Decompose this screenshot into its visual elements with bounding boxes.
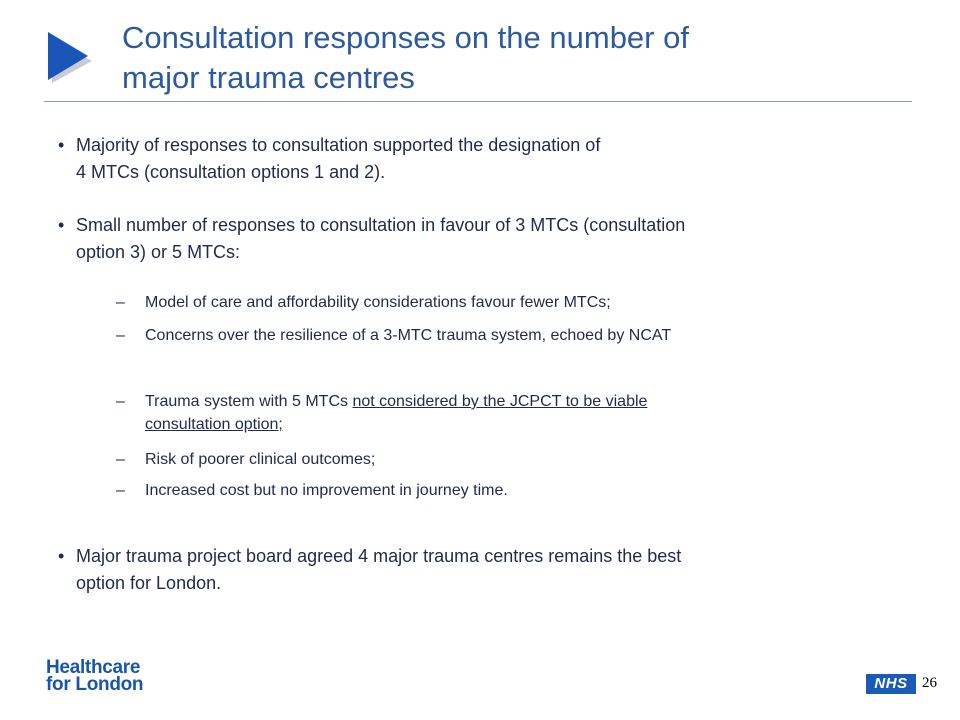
- play-arrow-icon: [46, 30, 94, 84]
- dash-icon: –: [116, 482, 125, 499]
- logo-line2: for London: [46, 674, 144, 695]
- bullet-text-line: 4 MTCs (consultation options 1 and 2).: [76, 162, 386, 182]
- slide-title: [122, 18, 922, 98]
- bullet-text-line: option for London.: [76, 573, 222, 593]
- nhs-logo: NHS: [866, 674, 916, 694]
- bullet-text-line: Major trauma project board agreed 4 major trauma centres remains the best: [76, 546, 682, 566]
- sub-item: [116, 390, 856, 436]
- sub-item-text: Increased cost but no improvement in journey time.: [145, 482, 508, 499]
- bullet-icon: •: [58, 546, 65, 566]
- bullet-item: [58, 132, 908, 186]
- underlined-text: not considered by the JCPCT to be viable: [352, 393, 648, 410]
- logo-line1: Healthcare: [46, 657, 141, 678]
- healthcare-for-london-logo: [46, 659, 143, 693]
- bullet-item: [58, 543, 908, 597]
- bullet-text-line: Majority of responses to consultation supported the designation of: [76, 135, 601, 155]
- bullet-item: [58, 212, 908, 266]
- sub-item-text: Model of care and affordability considerations favour fewer MTCs;: [145, 294, 611, 311]
- bullet-text-line: option 3) or 5 MTCs:: [76, 242, 241, 262]
- bullet-icon: •: [58, 135, 65, 155]
- bullet-icon: •: [58, 215, 65, 235]
- title-divider: [44, 101, 912, 102]
- sub-item: [116, 448, 856, 471]
- sub-item: [116, 479, 856, 502]
- sub-item-text: [145, 390, 856, 413]
- sub-item-text: Concerns over the resilience of a 3-MTC trauma system, echoed by NCAT: [145, 327, 672, 344]
- dash-icon: –: [116, 393, 125, 410]
- dash-icon: –: [116, 327, 125, 344]
- dash-icon: –: [116, 294, 125, 311]
- sub-item-text: Risk of poorer clinical outcomes;: [145, 451, 376, 468]
- slide-title-line1: Consultation responses on the number of: [122, 20, 689, 55]
- sub-item: [116, 324, 856, 347]
- dash-icon: –: [116, 451, 125, 468]
- sub-item: [116, 291, 856, 314]
- underlined-text: consultation option;: [145, 416, 283, 433]
- bullet-text-line: Small number of responses to consultation in favour of 3 MTCs (consultation: [76, 215, 686, 235]
- page-number: 26: [922, 675, 937, 691]
- slide-title-line2: major trauma centres: [122, 60, 415, 95]
- sub-item-prefix: Trauma system with 5 MTCs: [145, 393, 353, 410]
